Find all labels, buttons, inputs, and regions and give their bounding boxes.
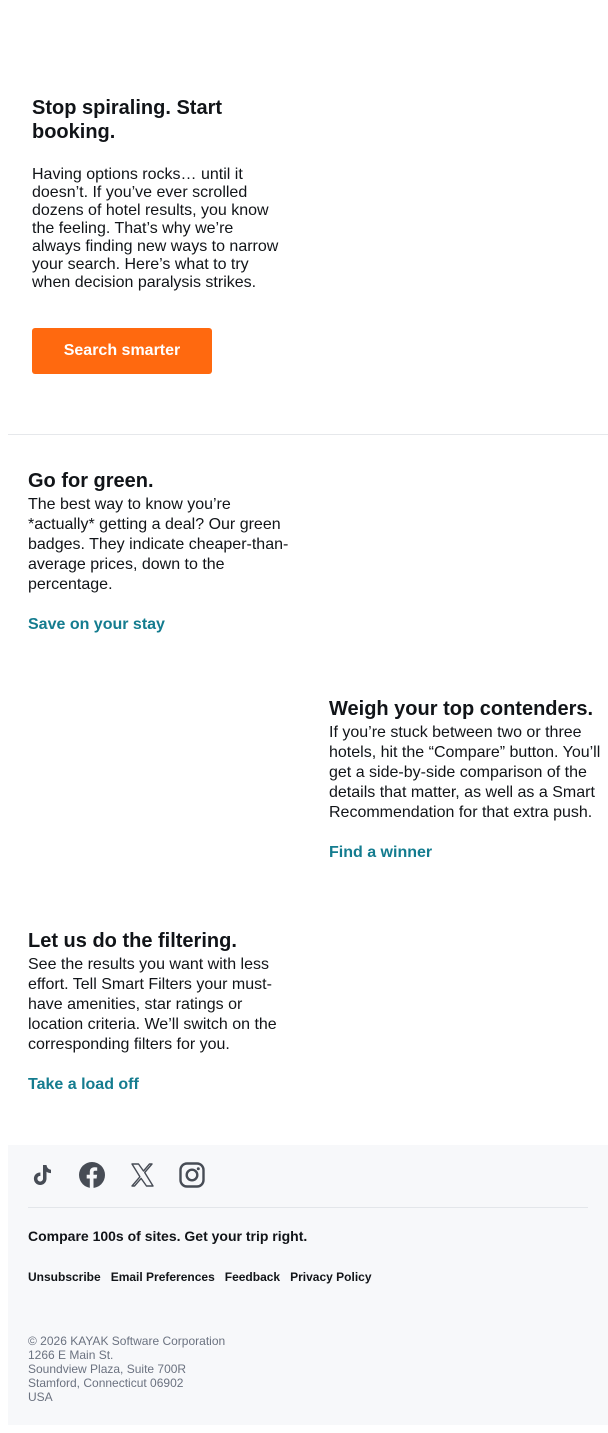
feature-title: Go for green. (28, 470, 154, 492)
address-line: USA (28, 1390, 53, 1404)
feature-title: Weigh your top contenders. (329, 698, 594, 720)
feature-title: Let us do the filtering. (28, 930, 237, 952)
email-preferences-link[interactable]: Email Preferences (110, 1270, 215, 1284)
search-smarter-button[interactable]: Search smarter (32, 328, 212, 374)
social-links (28, 1161, 206, 1189)
hero-body: Having options rocks… until it doesn’t. If you’ve ever scrolled dozens of hotel results, you know the feeling. That’s why we’re always finding new ways to narrow your search. Here’s what to try when decision paralysis strikes. (32, 166, 279, 291)
feature-filtering (28, 929, 288, 1095)
footer (8, 1145, 608, 1425)
feature-body: If you’re stuck between two or three hotels, hit the “Compare” button. You’ll get a side-by-side comparison of the details that matter, as well as a Smart Recommendation for that extra push. (329, 724, 601, 821)
feature-body: The best way to know you’re *actually* getting a deal? Our green badges. They indicate cheaper-than-average prices, down to the percentage. (28, 496, 289, 593)
address-line: 1266 E Main St. (28, 1348, 114, 1362)
privacy-policy-link[interactable]: Privacy Policy (290, 1270, 372, 1284)
feature-body: See the results you want with less effort. Tell Smart Filters your must-have amenities, star ratings or location criteria. We’ll switch on the corresponding filters for you. (28, 956, 277, 1053)
feature-weigh-contenders (329, 697, 601, 863)
divider (8, 434, 608, 435)
copyright-line: © 2026 KAYAK Software Corporation (28, 1334, 226, 1348)
unsubscribe-link[interactable]: Unsubscribe (28, 1270, 101, 1284)
facebook-icon[interactable] (78, 1161, 106, 1189)
address-line: Stamford, Connecticut 06902 (28, 1376, 184, 1390)
company-address (28, 1334, 225, 1404)
take-a-load-off-link[interactable]: Take a load off (28, 1076, 139, 1093)
instagram-icon[interactable] (178, 1161, 206, 1189)
footer-divider (28, 1207, 588, 1208)
footer-links (28, 1270, 372, 1284)
hero-section (32, 96, 280, 292)
footer-tagline: Compare 100s of sites. Get your trip right. (28, 1228, 308, 1244)
tiktok-icon[interactable] (28, 1161, 56, 1189)
feature-go-for-green (28, 469, 293, 635)
hero-title: Stop spiraling. Start booking. (32, 97, 223, 143)
x-icon[interactable] (128, 1161, 156, 1189)
feedback-link[interactable]: Feedback (224, 1270, 281, 1284)
address-line: Soundview Plaza, Suite 700R (28, 1362, 187, 1376)
save-on-your-stay-link[interactable]: Save on your stay (28, 616, 165, 633)
find-a-winner-link[interactable]: Find a winner (329, 844, 433, 861)
